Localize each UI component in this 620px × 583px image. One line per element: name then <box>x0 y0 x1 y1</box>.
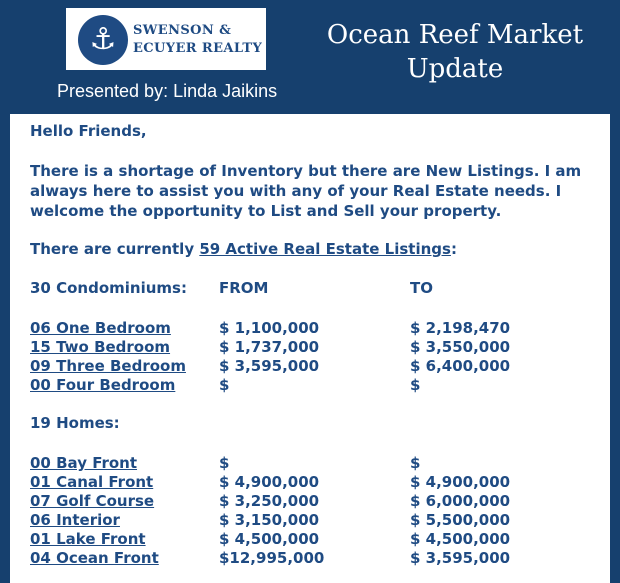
price-from: $12,995,000 <box>219 549 325 567</box>
home-listing-link[interactable]: 06 Interior <box>30 511 120 529</box>
condo-listing-link[interactable]: 06 One Bedroom <box>30 319 171 337</box>
price-from: $ 3,150,000 <box>219 511 320 529</box>
company-logo[interactable] <box>66 8 266 70</box>
price-to: $ <box>410 454 421 472</box>
price-to: $ 3,550,000 <box>410 338 511 356</box>
table-row <box>30 376 590 395</box>
presented-by: Presented by: Linda Jaikins <box>57 81 278 101</box>
intro-line-1: There is a shortage of Inventory but there are New Listings. I am <box>30 162 582 180</box>
price-from: $ <box>219 454 230 472</box>
home-listing-link[interactable]: 01 Lake Front <box>30 530 146 548</box>
home-listing-link[interactable]: 07 Golf Course <box>30 492 155 510</box>
home-listing-link[interactable]: 00 Bay Front <box>30 454 138 472</box>
from-column-label: FROM <box>219 279 269 297</box>
table-row <box>30 549 590 568</box>
price-from: $ <box>219 376 230 394</box>
greeting: Hello Friends, <box>30 122 147 140</box>
price-to: $ 2,198,470 <box>410 319 511 337</box>
condo-listing-link[interactable]: 15 Two Bedroom <box>30 338 171 356</box>
price-to: $ 4,500,000 <box>410 530 511 548</box>
table-row <box>30 473 590 492</box>
page-title <box>315 18 595 86</box>
listings-summary <box>30 240 457 259</box>
intro-line-2: always here to assist you with any of your Real Estate needs. I <box>30 182 562 200</box>
anchor-icon: ⚓ <box>89 22 117 57</box>
table-row <box>30 319 590 338</box>
table-row <box>30 454 590 473</box>
title-line-1: Ocean Reef Market <box>326 20 584 50</box>
condos-header-row <box>30 279 590 298</box>
price-to: $ 4,900,000 <box>410 473 511 491</box>
condos-heading: 30 Condominiums: <box>30 279 187 297</box>
homes-heading: 19 Homes: <box>30 414 120 432</box>
price-to: $ 5,500,000 <box>410 511 511 529</box>
price-from: $ 3,595,000 <box>219 357 320 375</box>
home-listing-link[interactable]: 04 Ocean Front <box>30 549 159 567</box>
logo-line-2: ECUYER REALTY <box>133 41 263 56</box>
condo-listing-link[interactable]: 00 Four Bedroom <box>30 376 176 394</box>
price-to: $ 3,595,000 <box>410 549 511 567</box>
price-to: $ 6,000,000 <box>410 492 511 510</box>
table-row <box>30 357 590 376</box>
intro-line-3: welcome the opportunity to List and Sell your property. <box>30 202 502 220</box>
condo-listing-link[interactable]: 09 Three Bedroom <box>30 357 186 375</box>
price-from: $ 3,250,000 <box>219 492 320 510</box>
price-from: $ 4,500,000 <box>219 530 320 548</box>
table-row <box>30 530 590 549</box>
listings-suffix: : <box>450 240 457 258</box>
table-row <box>30 338 590 357</box>
listings-prefix: There are currently <box>30 240 200 258</box>
content-panel <box>10 114 610 583</box>
price-to: $ <box>410 376 421 394</box>
price-from: $ 4,900,000 <box>219 473 320 491</box>
active-listings-link[interactable]: 59 Active Real Estate Listings <box>199 240 451 258</box>
price-from: $ 1,737,000 <box>219 338 320 356</box>
table-row <box>30 492 590 511</box>
header <box>0 0 620 112</box>
logo-line-1: SWENSON & <box>133 23 232 38</box>
price-to: $ 6,400,000 <box>410 357 511 375</box>
logo-text <box>133 22 263 58</box>
title-line-2: Update <box>406 54 504 84</box>
table-row <box>30 511 590 530</box>
to-column-label: TO <box>410 279 433 297</box>
price-from: $ 1,100,000 <box>219 319 320 337</box>
home-listing-link[interactable]: 01 Canal Front <box>30 473 154 491</box>
